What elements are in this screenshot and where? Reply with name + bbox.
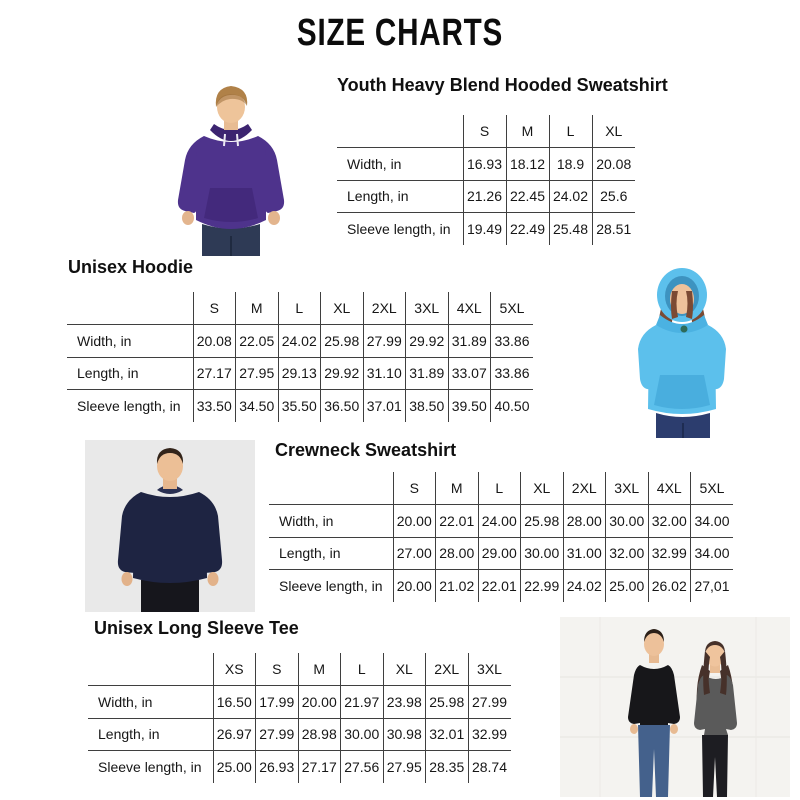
measurement-row [269, 537, 733, 570]
size-value: 20.00 [393, 505, 436, 538]
size-header-row [269, 472, 733, 505]
column-header-m: M [436, 472, 479, 505]
corner-cell [88, 653, 213, 686]
size-value: 25.00 [606, 570, 649, 602]
size-value: 29.13 [278, 357, 321, 390]
size-value: 22.45 [506, 180, 549, 213]
measurement-row [337, 148, 635, 181]
size-value: 27.17 [298, 751, 341, 783]
column-header-3xl: 3XL [468, 653, 511, 686]
size-value: 27.95 [383, 751, 426, 783]
size-value: 26.02 [648, 570, 691, 602]
row-label: Length, in [269, 537, 393, 570]
size-value: 28.00 [436, 537, 479, 570]
size-value: 32.99 [468, 718, 511, 751]
column-header-l: L [478, 472, 521, 505]
size-value: 21.02 [436, 570, 479, 602]
size-value: 28.98 [298, 718, 341, 751]
column-header-5xl: 5XL [491, 292, 534, 325]
row-label: Length, in [88, 718, 213, 751]
measurement-row [67, 390, 533, 422]
size-value: 30.00 [521, 537, 564, 570]
size-value: 28.51 [592, 213, 635, 245]
measurement-row [269, 505, 733, 538]
column-header-2xl: 2XL [426, 653, 469, 686]
column-header-2xl: 2XL [563, 472, 606, 505]
size-value: 25.98 [321, 325, 364, 358]
column-header-s: S [193, 292, 236, 325]
size-value: 23.98 [383, 686, 426, 719]
size-value: 27.99 [256, 718, 299, 751]
unisex-hoodie-size-table [67, 292, 533, 422]
corner-cell [67, 292, 193, 325]
size-value: 25.98 [521, 505, 564, 538]
column-header-s: S [393, 472, 436, 505]
size-value: 20.00 [393, 570, 436, 602]
couple-models-illustration [560, 617, 790, 797]
size-value: 37.01 [363, 390, 406, 422]
size-value: 26.93 [256, 751, 299, 783]
row-label: Length, in [337, 180, 463, 213]
measurement-row [337, 213, 635, 245]
unisex-long-sleeve-tee-size-table [88, 653, 511, 783]
woman-model-illustration [600, 263, 765, 438]
row-label: Sleeve length, in [67, 390, 193, 422]
row-label: Width, in [88, 686, 213, 719]
size-value: 34.00 [691, 505, 734, 538]
unisex-long-sleeve-tee-size-table-container [88, 653, 511, 783]
size-value: 29.92 [321, 357, 364, 390]
size-value: 33.86 [491, 357, 534, 390]
column-header-xl: XL [592, 115, 635, 148]
crewneck-sweatshirt-size-table-container [269, 472, 733, 602]
size-value: 20.08 [193, 325, 236, 358]
size-value: 26.97 [213, 718, 256, 751]
measurement-row [88, 751, 511, 783]
size-value: 30.00 [341, 718, 384, 751]
column-header-xs: XS [213, 653, 256, 686]
size-value: 40.50 [491, 390, 534, 422]
size-value: 32.99 [648, 537, 691, 570]
size-value: 30.00 [606, 505, 649, 538]
size-value: 31.89 [406, 357, 449, 390]
size-value: 16.93 [463, 148, 506, 181]
size-value: 24.02 [549, 180, 592, 213]
column-header-xl: XL [321, 292, 364, 325]
size-value: 28.00 [563, 505, 606, 538]
size-value: 31.00 [563, 537, 606, 570]
long-sleeve-tee-couple-photo [560, 617, 790, 797]
column-header-4xl: 4XL [448, 292, 491, 325]
size-value: 35.50 [278, 390, 321, 422]
size-value: 22.01 [478, 570, 521, 602]
size-value: 25.98 [426, 686, 469, 719]
size-value: 22.49 [506, 213, 549, 245]
man-model-illustration [85, 440, 255, 612]
size-value: 18.12 [506, 148, 549, 181]
column-header-3xl: 3XL [606, 472, 649, 505]
size-header-row [67, 292, 533, 325]
size-value: 24.02 [278, 325, 321, 358]
size-value: 39.50 [448, 390, 491, 422]
size-value: 21.97 [341, 686, 384, 719]
measurement-row [337, 180, 635, 213]
size-value: 27,01 [691, 570, 734, 602]
column-header-s: S [463, 115, 506, 148]
crewneck-sweatshirt-size-table [269, 472, 733, 602]
size-value: 17.99 [256, 686, 299, 719]
column-header-s: S [256, 653, 299, 686]
size-value: 33.86 [491, 325, 534, 358]
size-value: 33.07 [448, 357, 491, 390]
section-title-unisex-hoodie: Unisex Hoodie [68, 257, 194, 277]
size-value: 20.00 [298, 686, 341, 719]
row-label: Sleeve length, in [88, 751, 213, 783]
column-header-l: L [278, 292, 321, 325]
size-value: 16.50 [213, 686, 256, 719]
size-value: 27.00 [393, 537, 436, 570]
page-title: SIZE CHARTS [296, 12, 504, 54]
size-value: 29.00 [478, 537, 521, 570]
size-value: 29.92 [406, 325, 449, 358]
column-header-l: L [549, 115, 592, 148]
size-header-row [88, 653, 511, 686]
corner-cell [337, 115, 463, 148]
section-title-crewneck-sweatshirt: Crewneck Sweatshirt [275, 440, 457, 460]
size-value: 25.6 [592, 180, 635, 213]
size-value: 28.74 [468, 751, 511, 783]
size-value: 27.99 [468, 686, 511, 719]
section-title-unisex-long-sleeve-tee: Unisex Long Sleeve Tee [94, 618, 299, 638]
size-value: 22.05 [236, 325, 279, 358]
section-title-youth-hoodie: Youth Heavy Blend Hooded Sweatshirt [337, 75, 668, 95]
size-value: 27.99 [363, 325, 406, 358]
measurement-row [88, 686, 511, 719]
row-label: Sleeve length, in [337, 213, 463, 245]
row-label: Width, in [269, 505, 393, 538]
size-value: 24.02 [563, 570, 606, 602]
size-value: 25.48 [549, 213, 592, 245]
size-value: 27.17 [193, 357, 236, 390]
size-header-row [337, 115, 635, 148]
size-value: 22.99 [521, 570, 564, 602]
row-label: Width, in [67, 325, 193, 358]
size-value: 18.9 [549, 148, 592, 181]
youth-purple-hoodie-photo [152, 76, 312, 256]
size-value: 21.26 [463, 180, 506, 213]
row-label: Length, in [67, 357, 193, 390]
size-value: 22.01 [436, 505, 479, 538]
size-value: 34.00 [691, 537, 734, 570]
column-header-5xl: 5XL [691, 472, 734, 505]
size-value: 19.49 [463, 213, 506, 245]
measurement-row [67, 325, 533, 358]
column-header-m: M [506, 115, 549, 148]
column-header-l: L [341, 653, 384, 686]
measurement-row [67, 357, 533, 390]
size-value: 25.00 [213, 751, 256, 783]
measurement-row [88, 718, 511, 751]
size-value: 32.01 [426, 718, 469, 751]
size-value: 33.50 [193, 390, 236, 422]
column-header-xl: XL [383, 653, 426, 686]
row-label: Sleeve length, in [269, 570, 393, 602]
column-header-m: M [298, 653, 341, 686]
size-value: 31.89 [448, 325, 491, 358]
size-value: 32.00 [606, 537, 649, 570]
youth-hoodie-size-table-container [337, 115, 635, 245]
column-header-3xl: 3XL [406, 292, 449, 325]
boy-model-illustration [152, 76, 312, 256]
size-value: 30.98 [383, 718, 426, 751]
size-value: 27.56 [341, 751, 384, 783]
column-header-m: M [236, 292, 279, 325]
size-value: 34.50 [236, 390, 279, 422]
size-value: 36.50 [321, 390, 364, 422]
column-header-xl: XL [521, 472, 564, 505]
size-value: 32.00 [648, 505, 691, 538]
crewneck-navy-photo [85, 440, 255, 612]
size-value: 20.08 [592, 148, 635, 181]
size-value: 38.50 [406, 390, 449, 422]
measurement-row [269, 570, 733, 602]
size-value: 31.10 [363, 357, 406, 390]
youth-hoodie-size-table [337, 115, 635, 245]
row-label: Width, in [337, 148, 463, 181]
corner-cell [269, 472, 393, 505]
unisex-hoodie-blue-photo [600, 263, 765, 438]
size-value: 28.35 [426, 751, 469, 783]
unisex-hoodie-size-table-container [67, 292, 533, 422]
column-header-2xl: 2XL [363, 292, 406, 325]
column-header-4xl: 4XL [648, 472, 691, 505]
size-value: 27.95 [236, 357, 279, 390]
size-value: 24.00 [478, 505, 521, 538]
